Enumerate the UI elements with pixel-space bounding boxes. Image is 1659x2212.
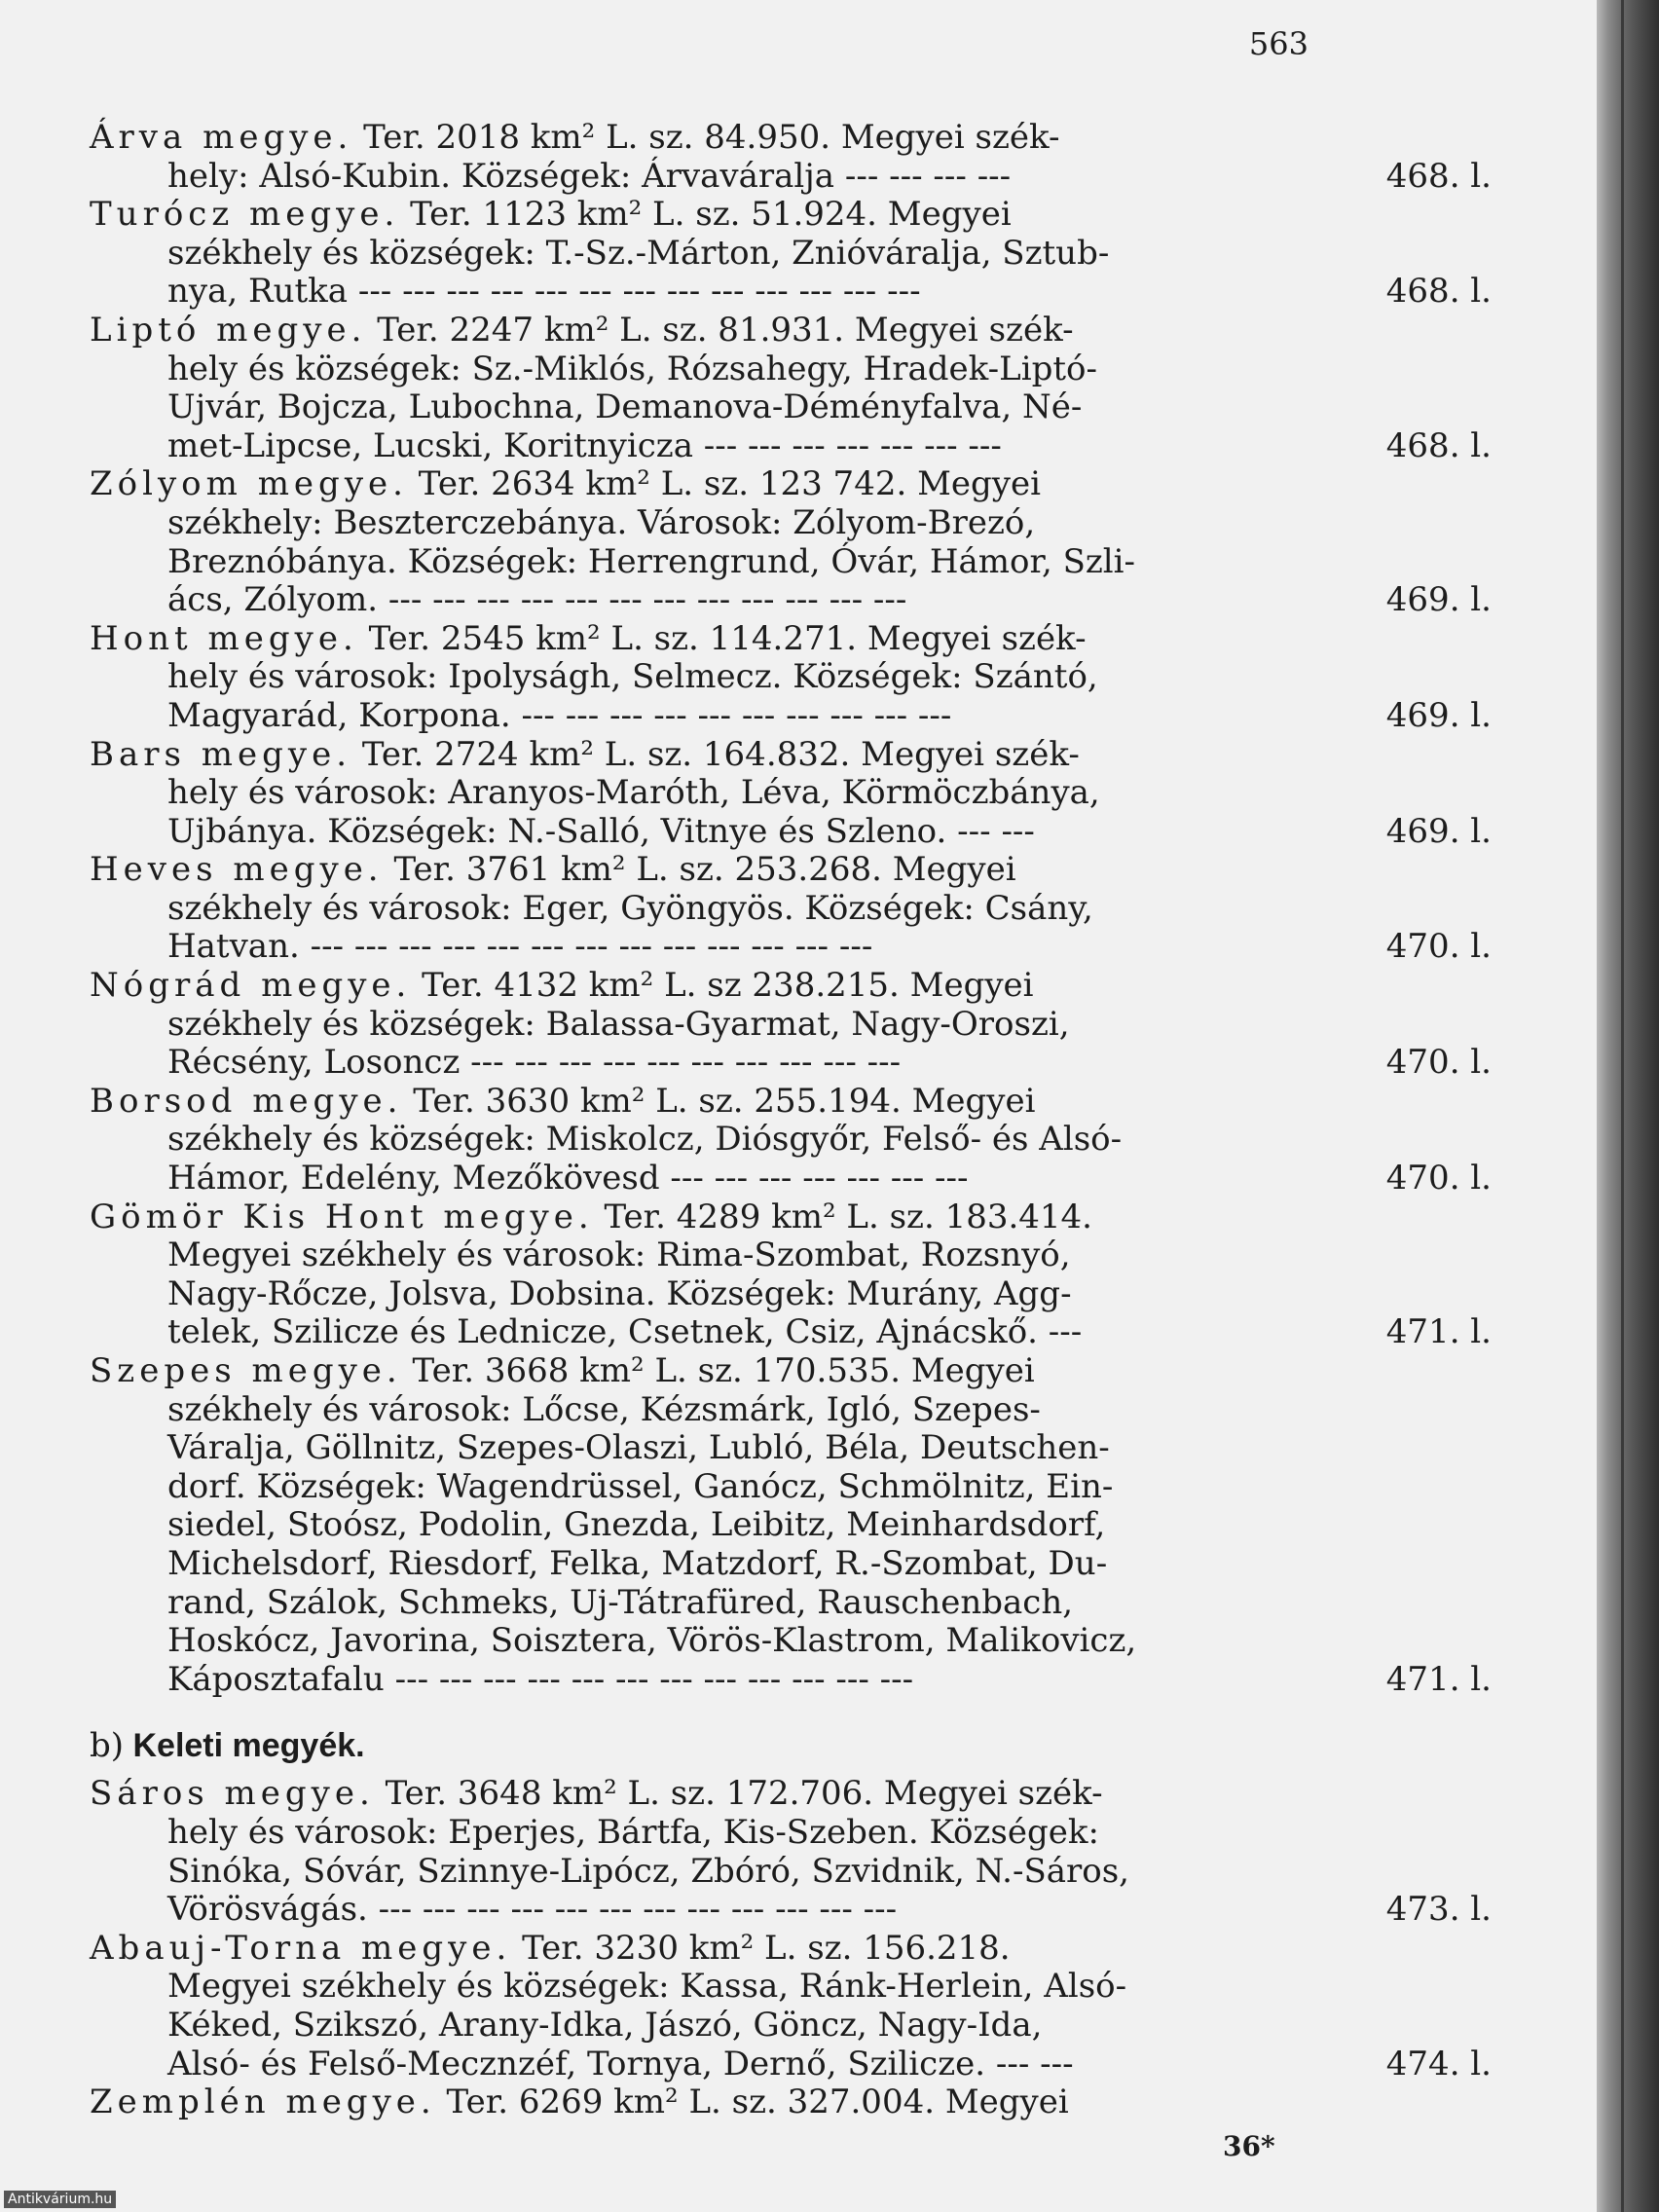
county-entry-line: Hoskócz, Javorina, Soisztera, Vörös-Klastrom, Malikovicz,: [167, 1621, 1137, 1661]
county-name: Abauj-Torna megye.: [90, 1928, 512, 1968]
county-name: Gömör Kis Hont megye.: [90, 1197, 594, 1236]
county-entry-line: Megyei székhely és községek: Kassa, Ránk-Herlein, Alsó-: [167, 1967, 1127, 2007]
book-binding-edge: [1597, 0, 1659, 2212]
section-title: Keleti megyék.: [132, 1727, 365, 1765]
county-entry: [90, 118, 1492, 196]
county-details: Ter. 2545 km² L. sz. 114.271. Megyei szék-: [368, 618, 1087, 658]
county-entry: [90, 734, 1492, 852]
county-details: Ter. 2018 km² L. sz. 84.950. Megyei szék-: [363, 118, 1060, 157]
county-entry-line: székhely és községek: T.-Sz.-Márton, Znióváralja, Sztub-: [167, 233, 1110, 273]
gazetteer-content: [90, 118, 1492, 2122]
county-entry-line: ács, Zólyom. --- --- --- --- --- --- --- --- --- --- --- ---: [167, 580, 907, 620]
county-entry-line: Ujvár, Bojcza, Lubochna, Demanova-Déményfalva, Né-: [167, 387, 1083, 427]
county-entry-line: telek, Szilicze és Lednicze, Csetnek, Csiz, Ajnácskő. ---: [167, 1312, 1083, 1352]
county-entry-first-line: [90, 620, 1316, 659]
county-name: Zólyom megye.: [90, 464, 408, 504]
county-entry-line: hely és városok: Aranyos-Maróth, Léva, Körmöczbánya,: [167, 773, 1100, 813]
county-entry-line: Vörösvágás. --- --- --- --- --- --- --- --- --- --- --- ---: [167, 1890, 898, 1930]
county-entry-line: székhely és községek: Miskolcz, Diósgyőr, Felső- és Alsó-: [167, 1120, 1123, 1160]
page-reference: 468. l.: [1385, 156, 1492, 196]
county-entry: [90, 1928, 1492, 2083]
county-entry-line: Sinóka, Sóvár, Szinnye-Lipócz, Zbóró, Szvidnik, N.-Sáros,: [167, 1851, 1129, 1891]
county-name: Zemplén megye.: [90, 2083, 436, 2122]
county-name: Hont megye.: [90, 618, 358, 658]
page-reference: 470. l.: [1385, 927, 1492, 967]
county-entry-line: met-Lipcse, Lucski, Koritnyicza --- --- --- --- --- --- ---: [167, 425, 1002, 465]
county-details: Ter. 3230 km² L. sz. 156.218.: [522, 1928, 1011, 1968]
county-details: Ter. 2634 km² L. sz. 123 742. Megyei: [418, 464, 1041, 504]
county-entry-line: Hámor, Edelény, Mezőkövesd --- --- --- --- --- --- ---: [167, 1159, 969, 1198]
county-entry-line: Hatvan. --- --- --- --- --- --- --- --- --- --- --- --- ---: [167, 927, 873, 967]
county-entry: [90, 2083, 1316, 2122]
county-entry-line: Breznóbánya. Községek: Herrengrund, Óvár, Hámor, Szli-: [167, 541, 1136, 581]
county-entry-line: hely és városok: Eperjes, Bártfa, Kis-Szeben. Községek:: [167, 1812, 1099, 1852]
county-entry-first-line: [90, 851, 1316, 890]
county-name: Árva megye.: [90, 118, 353, 157]
county-name: Nógrád megye.: [90, 966, 412, 1006]
county-details: Ter. 3668 km² L. sz. 170.535. Megyei: [412, 1351, 1035, 1390]
county-entry-first-line: [90, 967, 1316, 1006]
county-entry: [90, 1081, 1492, 1198]
county-entry-first-line: [90, 1083, 1316, 1122]
county-name: Bars megye.: [90, 734, 352, 774]
county-entry-line: Magyarád, Korpona. --- --- --- --- --- --- --- --- --- ---: [167, 695, 952, 735]
county-details: Ter. 2724 km² L. sz. 164.832. Megyei szék-: [361, 734, 1080, 774]
county-name: Borsod megye.: [90, 1081, 403, 1121]
county-entry: [90, 1197, 1492, 1352]
county-entry-first-line: [90, 1352, 1316, 1391]
page-reference: 468. l.: [1385, 425, 1492, 465]
county-entry-line: székhely és községek: Balassa-Gyarmat, Nagy-Oroszi,: [167, 1004, 1070, 1044]
county-entry-line: siedel, Stoósz, Podolin, Gnezda, Leibitz, Meinhardsdorf,: [167, 1505, 1106, 1545]
county-entry-line: hely és községek: Sz.-Miklós, Rózsahegy, Hradek-Liptó-: [167, 349, 1097, 388]
county-entry-first-line: [90, 312, 1316, 350]
page-reference: 471. l.: [1385, 1659, 1492, 1699]
county-entry-line: dorf. Községek: Wagendrüssel, Ganócz, Schmölnitz, Ein-: [167, 1466, 1114, 1506]
county-entry: [90, 464, 1492, 620]
watermark: Antikvárium.hu: [4, 2191, 116, 2208]
county-entry-first-line: [90, 736, 1316, 775]
page-reference: 473. l.: [1385, 1890, 1492, 1930]
county-entry-first-line: [90, 1930, 1316, 1969]
page-reference: 474. l.: [1385, 2044, 1492, 2083]
county-entry-first-line: [90, 119, 1316, 158]
county-entry-first-line: [90, 196, 1316, 235]
page-reference: 470. l.: [1385, 1043, 1492, 1083]
county-entry-line: Récsény, Losoncz --- --- --- --- --- --- --- --- --- ---: [167, 1043, 902, 1083]
signature-mark: 36*: [1223, 2130, 1275, 2162]
county-entry: [90, 850, 1492, 967]
county-details: Ter. 4289 km² L. sz. 183.414.: [604, 1197, 1092, 1236]
page-reference: 471. l.: [1385, 1312, 1492, 1352]
county-entry: [90, 966, 1492, 1083]
county-name: Turócz megye.: [90, 195, 400, 235]
county-name: Sáros megye.: [90, 1774, 375, 1814]
county-entry-line: hely: Alsó-Kubin. Községek: Árvaváralja --- --- --- ---: [167, 156, 1012, 196]
section-letter: b): [90, 1726, 125, 1766]
county-entry-line: Megyei székhely és városok: Rima-Szombat, Rozsnyó,: [167, 1235, 1071, 1275]
county-entry: [90, 310, 1492, 465]
county-entry-line: Alsó- és Felső-Mecznzéf, Tornya, Dernő, Szilicze. --- ---: [167, 2044, 1074, 2083]
page-number: 563: [1248, 25, 1309, 62]
county-entry-line: Kéked, Szikszó, Arany-Idka, Jászó, Göncz, Nagy-Ida,: [167, 2005, 1043, 2045]
county-details: Ter. 2247 km² L. sz. 81.931. Megyei szék-: [377, 310, 1074, 350]
county-entry: [90, 1351, 1492, 1699]
page-reference: 470. l.: [1385, 1159, 1492, 1198]
county-entry-line: székhely és városok: Lőcse, Kézsmárk, Igló, Szepes-: [167, 1389, 1041, 1429]
page-reference: 469. l.: [1385, 580, 1492, 620]
county-entry-line: hely és városok: Ipolyságh, Selmecz. Községek: Szántó,: [167, 657, 1098, 697]
county-details: Ter. 4132 km² L. sz 238.215. Megyei: [422, 966, 1034, 1006]
county-entry-line: Váralja, Göllnitz, Szepes-Olaszi, Lubló, Béla, Deutschen-: [167, 1428, 1110, 1468]
county-details: Ter. 3648 km² L. sz. 172.706. Megyei szék-: [385, 1774, 1103, 1814]
county-entry-line: Káposztafalu --- --- --- --- --- --- --- --- --- --- --- ---: [167, 1659, 914, 1699]
county-entry-first-line: [90, 2083, 1316, 2122]
page-reference: 469. l.: [1385, 695, 1492, 735]
binding-line: [1621, 0, 1624, 2212]
county-list-east: [90, 1774, 1492, 2122]
section-heading-eastern-counties: [90, 1724, 1316, 1767]
county-entry-line: Nagy-Rőcze, Jolsva, Dobsina. Községek: Murány, Agg-: [167, 1273, 1072, 1313]
county-list-west: [90, 118, 1492, 1699]
county-entry-line: nya, Rutka --- --- --- --- --- --- --- --- --- --- --- --- ---: [167, 272, 921, 312]
county-name: Heves megye.: [90, 850, 384, 890]
county-details: Ter. 3761 km² L. sz. 253.268. Megyei: [393, 850, 1016, 890]
county-entry-line: Ujbánya. Községek: N.-Salló, Vitnye és Szleno. --- ---: [167, 811, 1035, 851]
county-name: Liptó megye.: [90, 310, 367, 350]
county-entry-first-line: [90, 1775, 1316, 1814]
county-entry-first-line: [90, 1198, 1316, 1237]
county-entry: [90, 618, 1492, 736]
county-entry-line: rand, Szálok, Schmeks, Uj-Tátrafüred, Rauschenbach,: [167, 1582, 1074, 1622]
county-entry: [90, 195, 1492, 312]
page-reference: 469. l.: [1385, 811, 1492, 851]
county-entry: [90, 1774, 1492, 1930]
county-details: Ter. 1123 km² L. sz. 51.924. Megyei: [410, 195, 1012, 235]
county-details: Ter. 3630 km² L. sz. 255.194. Megyei: [413, 1081, 1036, 1121]
county-details: Ter. 6269 km² L. sz. 327.004. Megyei: [446, 2083, 1069, 2122]
county-entry-line: Michelsdorf, Riesdorf, Felka, Matzdorf, R.-Szombat, Du-: [167, 1543, 1108, 1583]
county-entry-first-line: [90, 465, 1316, 504]
county-entry-line: székhely és városok: Eger, Gyöngyös. Községek: Csány,: [167, 888, 1093, 928]
county-entry-line: székhely: Beszterczebánya. Városok: Zólyom-Brezó,: [167, 502, 1036, 542]
county-name: Szepes megye.: [90, 1351, 402, 1390]
page-reference: 468. l.: [1385, 272, 1492, 312]
